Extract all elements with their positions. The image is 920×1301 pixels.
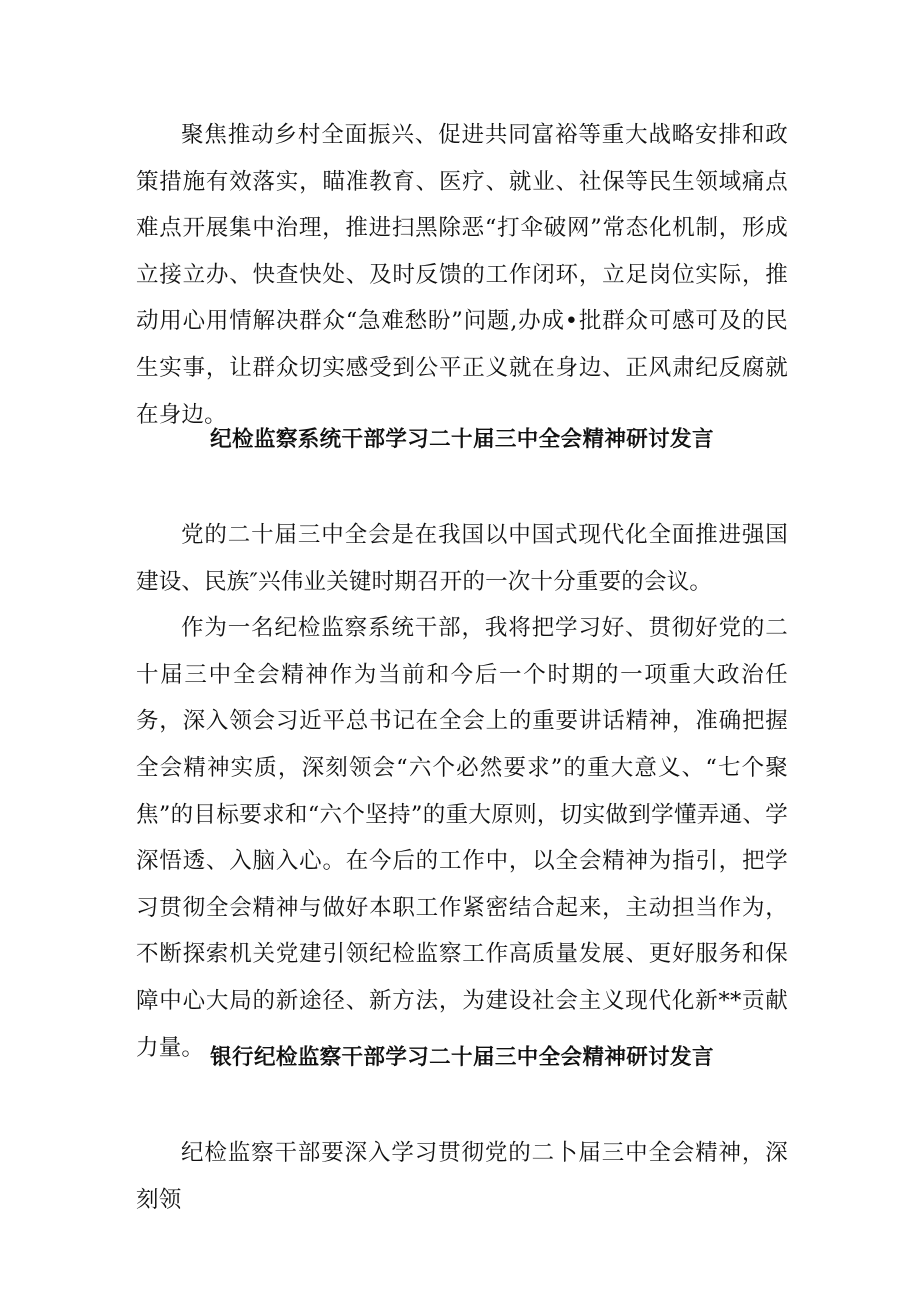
body-paragraph: 聚焦推动乡村全面振兴、促进共同富裕等重大战略安排和政策措施有效落实，瞄准教育、医疗、就业、社保等民生领域痛点难点开展集中治理，推进扫黑除恶“打伞破网”常态化机制，形成立接立办、快查快处、及时反馈的工作闭环，立足岗位实际，推动用心用情解决群众“急难愁盼”问题,办成•批群众可感可及的民生实事，让群众切实感受到公平正义就在身边、正风肃纪反腐就在身边。 — [136, 122, 788, 428]
section-2-title: 纪检监察系统干部学习二十届三中全会精神研讨发言 — [210, 427, 714, 452]
body-paragraph: 作为一名纪检监察系统干部，我将把学习好、贯彻好党的二十届三中全会精神作为当前和今后一个时期的一项重大政治任务，深入领会习近平总书记在全会上的重要讲话精神，准确把握全会精神实质，深刻领会“六个必然要求”的重大意义、“七个聚焦”的目标要求和“六个坚持”的重大原则，切实做到学懂弄通、学深悟透、入脑入心。在今后的工作中，以全会精神为指引，把学习贯彻全会精神与做好本职工作紧密结合起来，主动担当作为，不断探索机关党建引领纪检监察工作高质量发展、更好服务和保障中心大局的新途径、新方法，为建设社会主义现代化新**贡献力量。 — [136, 615, 788, 1061]
section-1 — [136, 112, 788, 438]
section-3-title: 银行纪检监察干部学习二十届三中全会精神研讨发言 — [210, 1045, 714, 1070]
section-3 — [136, 1130, 788, 1223]
body-paragraph: 纪检监察干部要深入学习贯彻党的二卜届三中全会精神，深刻领 — [136, 1140, 788, 1213]
section-2 — [136, 512, 788, 1071]
body-paragraph: 党的二十届三中全会是在我国以中国式现代化全面推进强国建设、民族″兴伟业关键时期召开的一次十分重要的会议。 — [136, 522, 788, 595]
